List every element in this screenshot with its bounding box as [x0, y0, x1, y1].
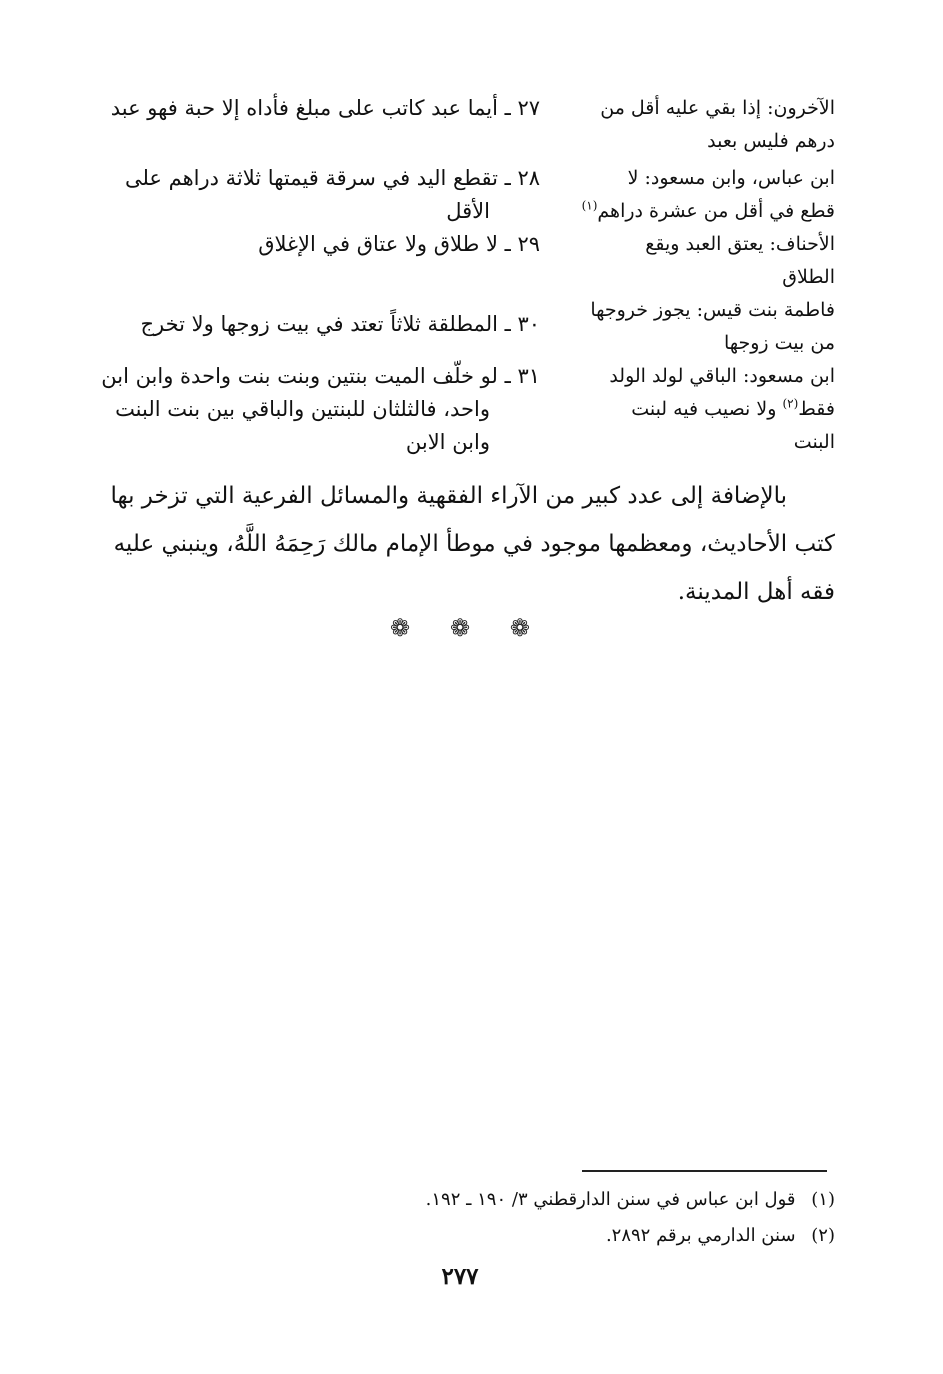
- opinion-text: [565, 294, 835, 360]
- page-number: ٢٧٧: [441, 1263, 479, 1290]
- footnote-text: سنن الدارمي برقم ٢٨٩٢.: [605, 1225, 796, 1246]
- opinion-line: الآخرون: إذا بقي عليه أقل من: [600, 97, 835, 119]
- opinion-line: البنت: [793, 431, 835, 453]
- footnote-number: (٢): [811, 1225, 835, 1246]
- footnote-number: (١): [811, 1189, 835, 1210]
- hadith-line: واحد، فالثلثان للبنتين والباقي بين بنت البنت: [115, 397, 490, 421]
- paragraph-line: كتب الأحاديث، ومعظمها موجود في موطأ الإمام مالك رَحِمَهُ اللَّهُ، وينبني عليه: [113, 531, 835, 557]
- ornament-icon: ❁: [449, 614, 471, 642]
- table-row: [95, 294, 835, 360]
- hadith-line: ٢٧ ـ أيما عبد كاتب على مبلغ فأداه إلا حبة فهو عبد: [110, 96, 540, 120]
- opinion-line: الأحناف: يعتق العبد ويقع: [645, 233, 835, 255]
- hadith-line: ٢٩ ـ لا طلاق ولا عتاق في الإغلاق: [258, 232, 540, 256]
- hadith-text: [95, 162, 540, 228]
- hadith-line: ٢٨ ـ تقطع اليد في سرقة قيمتها ثلاثة دراهم على: [124, 166, 540, 190]
- opinion-line: درهم فليس بعبد: [707, 130, 835, 152]
- ornament-icon: ❁: [390, 614, 411, 642]
- footnote-marker: (١): [581, 198, 598, 213]
- hadith-text: [95, 360, 540, 459]
- opinion-line: [565, 195, 835, 228]
- footnotes: [300, 1182, 835, 1254]
- opinion-text: [565, 228, 835, 294]
- opinion-line-text: قطع في أقل من عشرة دراهم: [597, 200, 835, 222]
- footnote-separator: [582, 1170, 827, 1172]
- footnote: [300, 1218, 835, 1254]
- footnote-text: قول ابن عباس في سنن الدارقطني ٣/ ١٩٠ ـ ١٩٢.: [425, 1189, 796, 1210]
- table-row: [95, 228, 835, 294]
- opinion-line-text: ولا نصيب فيه لبنت: [631, 398, 777, 420]
- ornament-icon: ❁: [509, 614, 530, 642]
- opinion-text: [565, 92, 835, 158]
- opinion-text: [565, 162, 835, 228]
- opinion-line: الطلاق: [782, 266, 835, 288]
- closing-paragraph: [95, 472, 835, 616]
- paragraph-line: فقه أهل المدينة.: [677, 579, 835, 605]
- opinion-line: ابن عباس، وابن مسعود: لا: [627, 167, 835, 189]
- opinion-line: ابن مسعود: الباقي لولد الولد: [609, 365, 835, 387]
- hadith-line: ٣١ ـ لو خلّف الميت بنتين وبنت بنت واحدة وابن ابن: [101, 364, 540, 388]
- footnote: [300, 1182, 835, 1218]
- hadith-line: ٣٠ ـ المطلقة ثلاثاً تعتد في بيت زوجها ولا تخرج: [140, 312, 540, 336]
- comparison-table: [95, 92, 835, 460]
- opinion-line: فاطمة بنت قيس: يجوز خروجها: [590, 299, 835, 321]
- opinion-line: [565, 393, 835, 426]
- hadith-text: [95, 294, 540, 341]
- table-row: [95, 360, 835, 460]
- footnote-marker: (٢): [782, 396, 799, 411]
- opinion-line: من بيت زوجها: [723, 332, 835, 354]
- hadith-line: الأقل: [446, 199, 490, 223]
- section-divider: [390, 614, 530, 642]
- table-row: [95, 92, 835, 162]
- hadith-line: وابن الابن: [405, 430, 490, 454]
- paragraph-line: بالإضافة إلى عدد كبير من الآراء الفقهية والمسائل الفرعية التي تزخر بها: [110, 483, 787, 509]
- opinion-text: [565, 360, 835, 459]
- opinion-line-text: فقط: [798, 398, 835, 420]
- hadith-text: [95, 228, 540, 261]
- table-row: [95, 162, 835, 228]
- hadith-text: [95, 92, 540, 125]
